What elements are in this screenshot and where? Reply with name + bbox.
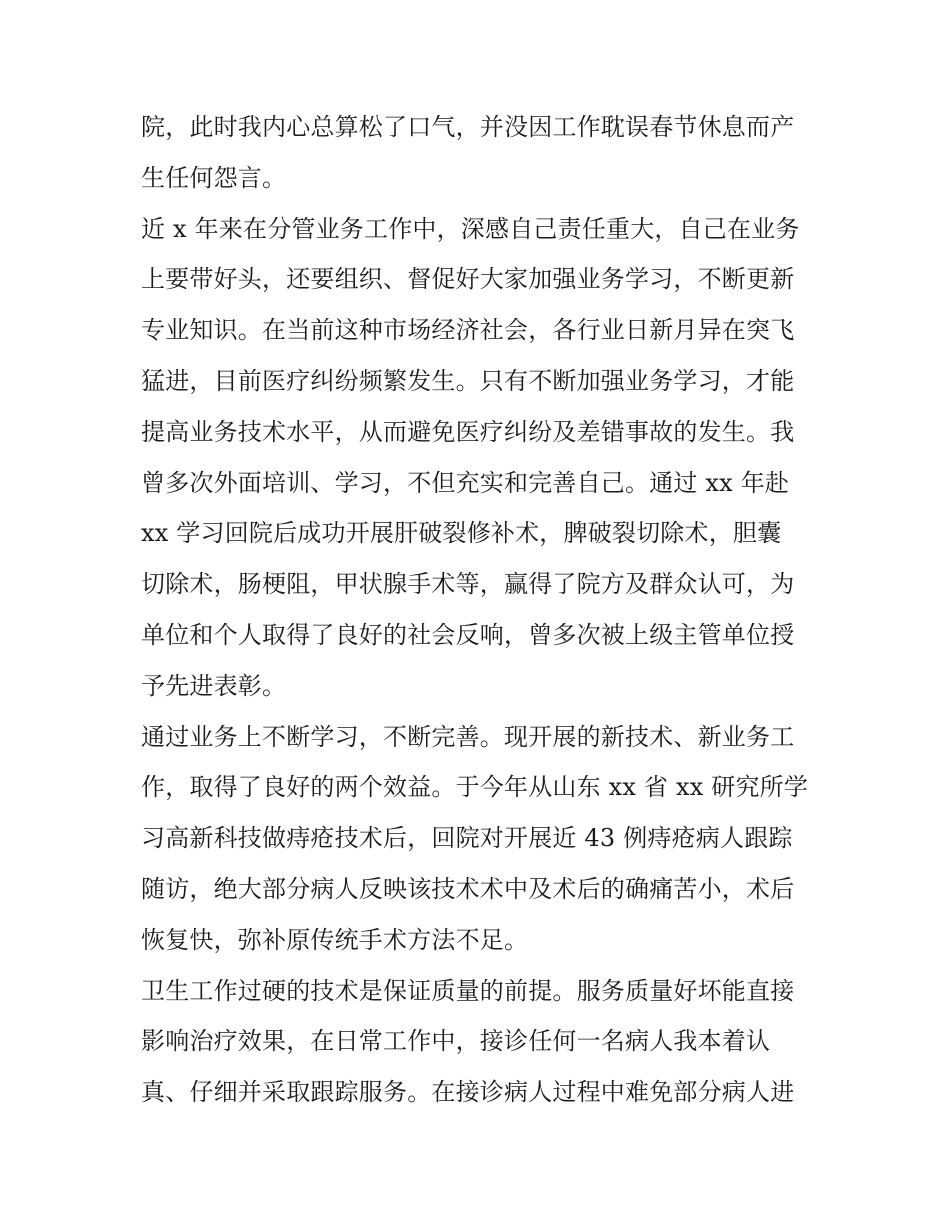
text-line: 猛进，目前医疗纠纷频繁发生。只有不断加强业务学习，才能 — [141, 366, 795, 395]
text-line: 作，取得了良好的两个效益。于今年从山东 xx 省 xx 研究所学 — [141, 773, 809, 802]
text-line: 生任何怨言。 — [141, 163, 287, 192]
text-line: 专业知识。在当前这种市场经济社会，各行业日新月异在突飞 — [141, 316, 795, 345]
text-line: 曾多次外面培训、学习，不但充实和完善自己。通过 xx 年赴 — [141, 468, 790, 497]
text-line: 影响治疗效果，在日常工作中，接诊任何一名病人我本着认 — [141, 1027, 771, 1056]
text-line: 习高新科技做痔疮技术后，回院对开展近 43 例痔疮病人跟踪 — [141, 824, 793, 853]
text-line: 上要带好头，还要组织、督促好大家加强业务学习，不断更新 — [141, 265, 795, 294]
text-line: 近 x 年来在分管业务工作中，深感自己责任重大，自己在业务 — [141, 214, 800, 243]
document-body — [141, 102, 821, 1118]
text-line: 予先进表彰。 — [141, 671, 287, 700]
text-line: 单位和个人取得了良好的社会反响，曾多次被上级主管单位授 — [141, 620, 795, 649]
text-line: 切除术，肠梗阻，甲状腺手术等，赢得了院方及群众认可，为 — [141, 570, 795, 599]
text-line: 提高业务技术水平，从而避免医疗纠纷及差错事故的发生。我 — [141, 417, 795, 446]
text-line: 恢复快，弥补原传统手术方法不足。 — [141, 925, 529, 954]
text-line: 卫生工作过硬的技术是保证质量的前提。服务质量好坏能直接 — [141, 976, 795, 1005]
text-line: 随访，绝大部分病人反映该技术术中及术后的确痛苦小，术后 — [141, 874, 795, 903]
text-line: 真、仔细并采取跟踪服务。在接诊病人过程中难免部分病人进 — [141, 1078, 795, 1107]
text-line: 院，此时我内心总算松了口气，并没因工作耽误春节休息而产 — [141, 113, 795, 141]
text-line: xx 学习回院后成功开展肝破裂修补术，脾破裂切除术，胆囊 — [141, 519, 782, 548]
text-line: 通过业务上不断学习，不断完善。现开展的新技术、新业务工 — [141, 722, 795, 751]
